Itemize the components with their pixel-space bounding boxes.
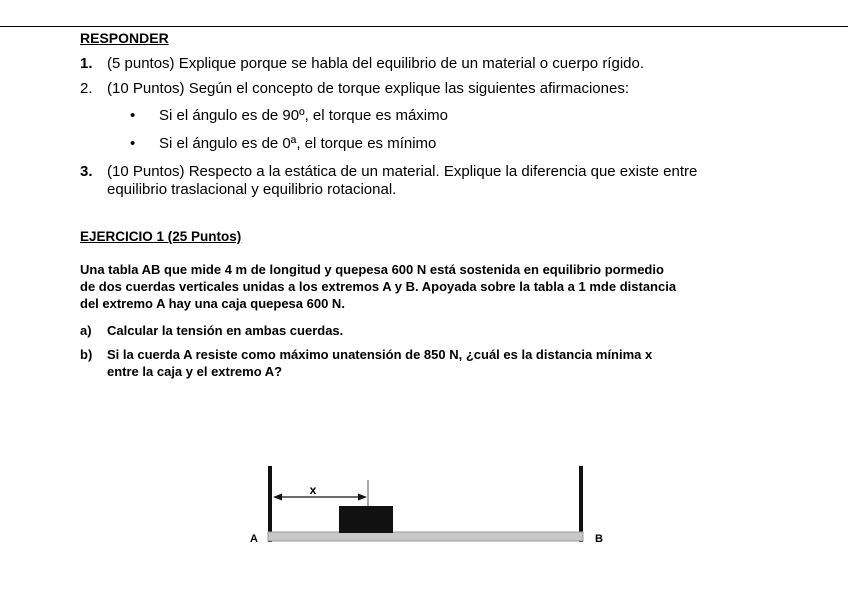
question-3-line-1: (10 Puntos) Respecto a la estática de un material. Explique la diferencia que existe entre — [107, 163, 698, 180]
bullet-icon: • — [130, 135, 136, 152]
left-rope — [268, 466, 272, 542]
bullet-1-text: Si el ángulo es de 90º, el torque es máximo — [159, 107, 448, 124]
question-1-number: 1. — [80, 55, 93, 72]
responder-heading: RESPONDER — [80, 30, 169, 46]
label-b: B — [595, 533, 603, 545]
plank — [268, 532, 583, 541]
exercise-heading: EJERCICIO 1 (25 Puntos) — [80, 229, 242, 244]
question-3-number: 3. — [80, 163, 93, 180]
arrow-head-left-icon — [273, 494, 282, 501]
right-rope — [579, 466, 583, 542]
question-2-text: (10 Puntos) Según el concepto de torque explique las siguientes afirmaciones: — [107, 80, 629, 97]
box — [339, 506, 393, 533]
part-b-line-2: entre la caja y el extremo A? — [107, 364, 283, 379]
part-a-text: Calcular la tensión en ambas cuerdas. — [107, 323, 344, 338]
question-2-number: 2. — [80, 80, 93, 97]
statement-line-1: Una tabla AB que mide 4 m de longitud y quepesa 600 N está sostenida en equilibrio pormedio — [80, 262, 664, 277]
part-b-label: b) — [80, 347, 93, 362]
distance-label-x: x — [309, 483, 317, 497]
question-3-line-2: equilibrio traslacional y equilibrio rotacional. — [107, 181, 397, 198]
statement-line-2: de dos cuerdas verticales unidas a los extremos A y B. Apoyada sobre la tabla a 1 mde distancia — [80, 279, 677, 294]
arrow-head-right-icon — [358, 494, 367, 501]
statement-line-3: del extremo A hay una caja quepesa 600 N. — [80, 296, 345, 311]
part-a-label: a) — [80, 323, 92, 338]
question-1-text: (5 puntos) Explique porque se habla del equilibrio de un material o cuerpo rígido. — [107, 55, 645, 72]
bullet-icon: • — [130, 107, 136, 124]
part-b-line-1: Si la cuerda A resiste como máximo unatensión de 850 N, ¿cuál es la distancia mínima x — [107, 347, 653, 362]
bullet-2-text: Si el ángulo es de 0ª, el torque es mínimo — [159, 135, 437, 152]
label-a: A — [250, 533, 258, 545]
